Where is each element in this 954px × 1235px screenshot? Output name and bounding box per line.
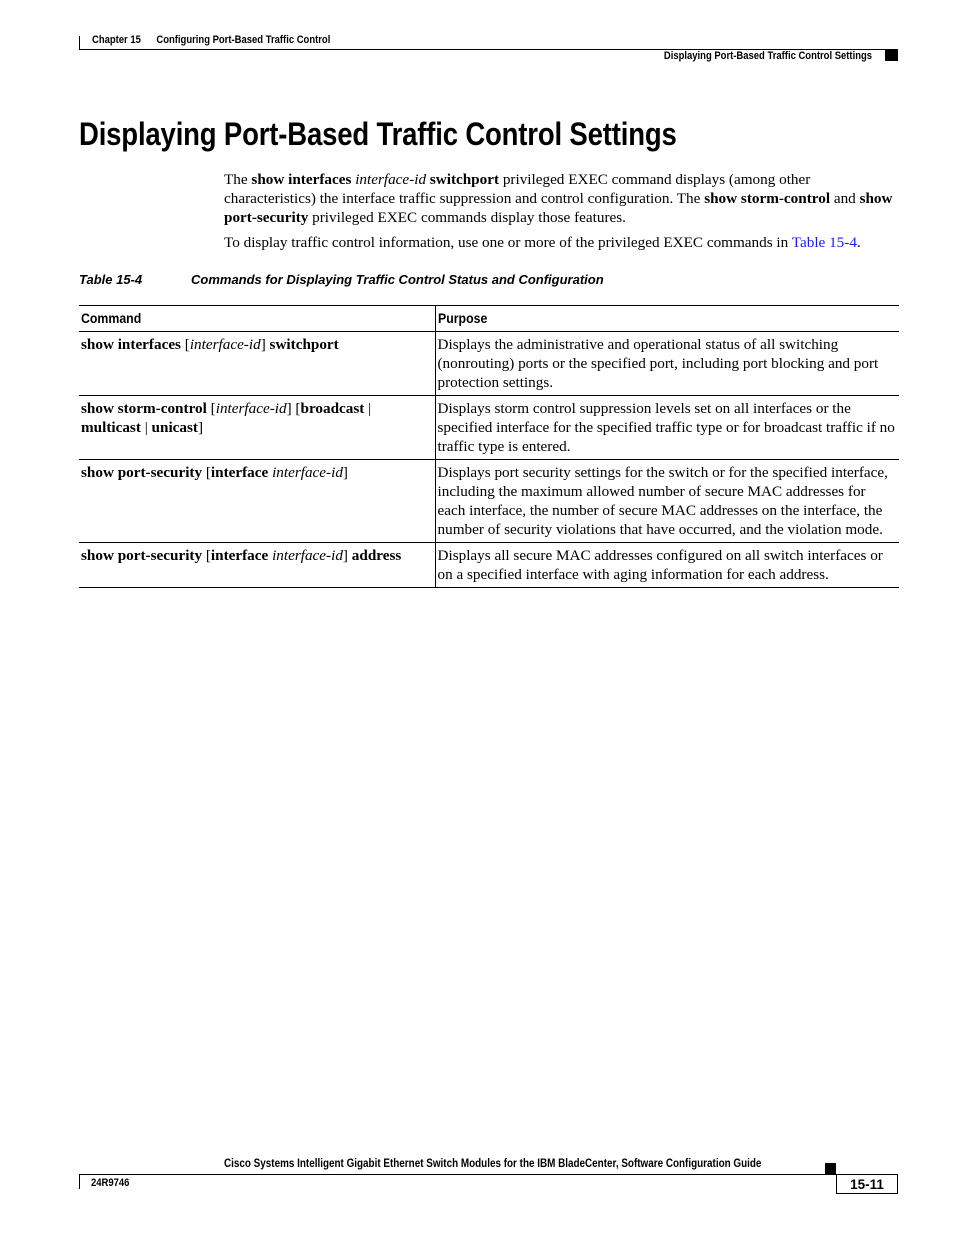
cmd-keyword: interface: [210, 547, 269, 564]
cmd-keyword: interface: [210, 464, 269, 481]
purpose-cell: Displays storm control suppression levels set on all interfaces or the specified interface for the specified traffic type or for broadcast traffic if no traffic type is entered.: [435, 396, 899, 460]
table-caption-text: Commands for Displaying Traffic Control Status and Configuration: [191, 272, 604, 287]
header-chapter: [92, 34, 330, 46]
cmd-keyword: show port-security: [81, 464, 203, 481]
text-run: privileged EXEC commands display those features.: [308, 209, 626, 226]
command-cell: [79, 543, 435, 588]
text-run: The: [224, 171, 252, 188]
cmd-argument: interface-id: [272, 547, 343, 564]
column-header-label: Command: [81, 310, 142, 326]
table-row: [79, 543, 899, 588]
text-run: privileged EXEC command displays (among other characteristics) the interface traffic suppression and control configuration. The: [224, 171, 811, 207]
table-row: [79, 396, 899, 460]
table-caption-label: Table 15-4: [79, 272, 143, 287]
footer-rule: [79, 1174, 836, 1175]
column-header-command: [79, 306, 435, 332]
intro-paragraph: [224, 170, 900, 227]
cmd-keyword: show port-security: [224, 190, 893, 226]
footer-marker-block: [825, 1163, 836, 1174]
table-header-row: [79, 306, 899, 332]
table-row: [79, 332, 899, 396]
text-run: ]: [260, 336, 270, 353]
command-cell: [79, 460, 435, 543]
cmd-keyword: show interfaces: [251, 171, 352, 188]
cmd-keyword: show storm-control: [81, 400, 207, 417]
cmd-argument: interface-id: [189, 336, 261, 353]
text-run: |: [140, 419, 152, 436]
table-15-4-link[interactable]: Table 15-4: [791, 234, 857, 251]
cmd-keyword: show interfaces: [81, 336, 181, 353]
purpose-cell: Displays all secure MAC addresses configured on all switch interfaces or on a specified interface with aging information for each address.: [435, 543, 899, 588]
header-section-title: Displaying Port-Based Traffic Control Settings: [663, 50, 872, 62]
page-title: Displaying Port-Based Traffic Control Settings: [79, 116, 677, 152]
table-row: [79, 460, 899, 543]
footer-page-box: [836, 1174, 898, 1194]
text-run: [: [202, 547, 211, 564]
command-cell: [79, 396, 435, 460]
purpose-cell: Displays the administrative and operational status of all switching (nonrouting) ports or the specified port, including port blocking and port protection settings.: [435, 332, 899, 396]
cmd-keyword: broadcast: [300, 400, 365, 417]
text-run: ] [: [286, 400, 301, 417]
cmd-argument: interface-id: [215, 400, 287, 417]
cmd-keyword: address: [351, 547, 402, 564]
footer-book-title: Cisco Systems Intelligent Gigabit Ethernet Switch Modules for the IBM BladeCenter, Software Configuration Guide: [224, 1158, 762, 1170]
header-chapter-title: Configuring Port-Based Traffic Control: [156, 34, 331, 46]
column-header-label: Purpose: [437, 310, 487, 326]
cmd-argument: interface-id: [272, 464, 343, 481]
purpose-cell: Displays port security settings for the switch or for the specified interface, including the maximum allowed number of secure MAC addresses for each interface, the number of secure MAC addresses on the interface, the number of security violations that have occurred, and the violation mode.: [435, 460, 899, 543]
text-run: ]: [197, 419, 204, 436]
text-run: [: [202, 464, 211, 481]
cmd-keyword: show storm-control: [704, 190, 831, 207]
column-header-purpose: [435, 306, 899, 332]
cmd-keyword: show port-security: [81, 547, 203, 564]
text-run: [: [180, 336, 190, 353]
command-cell: [79, 332, 435, 396]
text-run: .: [856, 234, 861, 251]
cmd-keyword: multicast: [81, 419, 141, 436]
header-chapter-label: Chapter 15: [92, 34, 141, 46]
header-marker-block: [885, 50, 898, 61]
cmd-argument: interface-id: [355, 171, 427, 188]
text-run: [: [206, 400, 216, 417]
cmd-keyword: unicast: [151, 419, 198, 436]
table-reference-paragraph: [224, 233, 900, 252]
header-left-rule: [79, 36, 80, 50]
text-run: and: [830, 190, 860, 207]
cmd-keyword: switchport: [269, 336, 339, 353]
footer-left-rule: [79, 1174, 80, 1189]
text-run: ]: [342, 547, 352, 564]
text-run: |: [364, 400, 372, 417]
commands-table: [79, 305, 899, 588]
text-run: To display traffic control information, use one or more of the privileged EXEC commands in: [224, 234, 792, 251]
cmd-keyword: switchport: [429, 171, 500, 188]
page-number: 15-11: [850, 1177, 884, 1192]
footer-doc-number: 24R9746: [91, 1177, 130, 1189]
text-run: ]: [342, 464, 348, 481]
